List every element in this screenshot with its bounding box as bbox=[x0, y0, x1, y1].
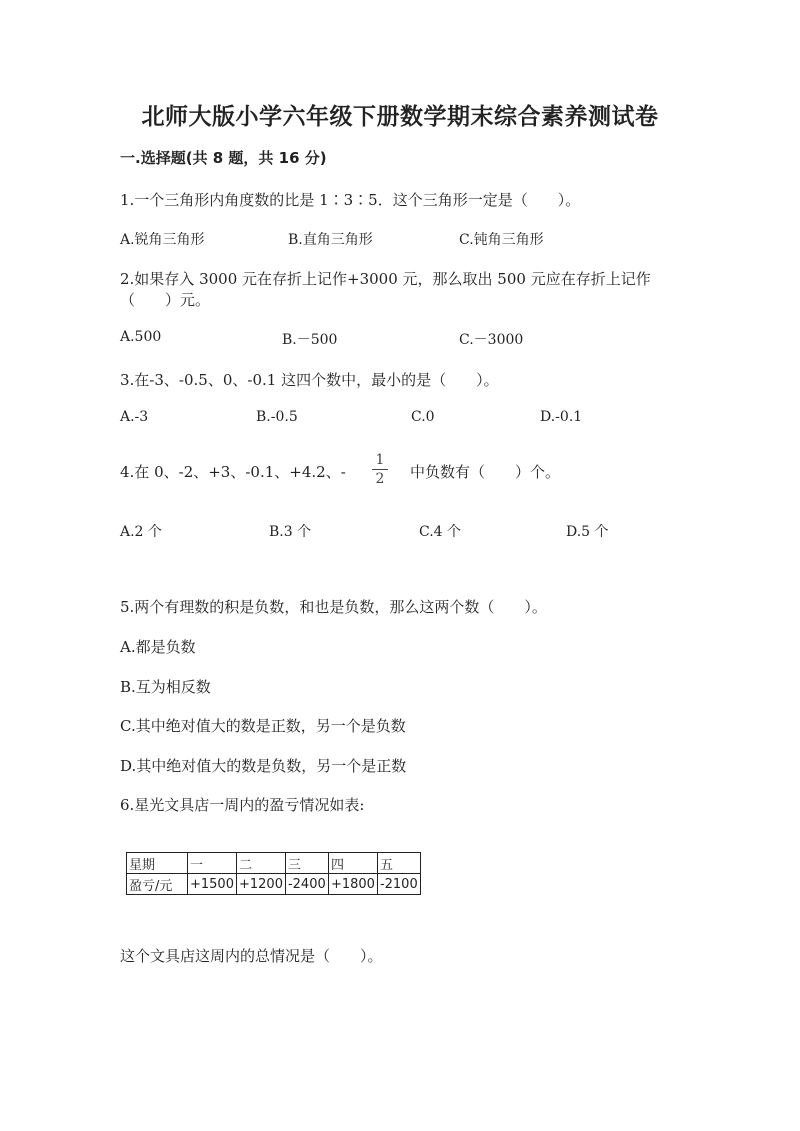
table-cell: +1200 bbox=[236, 874, 285, 895]
q1-option-a: A.锐角三角形 bbox=[120, 232, 205, 248]
table-header-row bbox=[127, 853, 421, 874]
question-6-followup: 这个文具店这周内的总情况是（ ）。 bbox=[120, 947, 383, 965]
question-5: 5.两个有理数的积是负数，和也是负数，那么这两个数（ ）。 bbox=[120, 598, 547, 616]
q1-option-c: C.钝角三角形 bbox=[459, 232, 544, 248]
q5-option-d: D.其中绝对值大的数是负数，另一个是正数 bbox=[120, 757, 407, 775]
table-cell: 三 bbox=[285, 853, 328, 874]
q4-option-a: A.2 个 bbox=[120, 524, 162, 540]
table-cell: 二 bbox=[236, 853, 285, 874]
page-title: 北师大版小学六年级下册数学期末综合素养测试卷 bbox=[141, 104, 659, 130]
question-4-text-after: 中负数有（ ）个。 bbox=[410, 463, 561, 481]
q2-option-b: B.－500 bbox=[282, 332, 338, 348]
q4-option-c: C.4 个 bbox=[419, 524, 462, 540]
question-3: 3.在-3、-0.5、0、-0.1 这四个数中，最小的是（ ）。 bbox=[120, 371, 499, 389]
question-1: 1.一个三角形内角度数的比是 1∶3∶5．这个三角形一定是（ ）。 bbox=[120, 191, 581, 209]
profit-loss-table bbox=[126, 852, 421, 895]
fraction-numerator: 1 bbox=[375, 452, 385, 468]
q1-option-b: B.直角三角形 bbox=[288, 232, 373, 248]
q5-option-c: C.其中绝对值大的数是正数，另一个是负数 bbox=[120, 717, 406, 735]
q3-option-c: C.0 bbox=[411, 409, 435, 425]
q3-option-b: B.-0.5 bbox=[256, 409, 298, 425]
table-cell: -2400 bbox=[285, 874, 328, 895]
table-cell: 星期 bbox=[127, 853, 188, 874]
q5-option-a: A.都是负数 bbox=[120, 638, 196, 656]
fraction-one-half bbox=[372, 452, 388, 487]
question-2-line-1: 2.如果存入 3000 元在存折上记作+3000 元，那么取出 500 元应在存折上记作 bbox=[120, 270, 651, 288]
section-heading: 一.选择题(共 8 题，共 16 分) bbox=[120, 149, 327, 167]
question-6: 6.星光文具店一周内的盈亏情况如表: bbox=[120, 796, 365, 814]
q3-option-a: A.-3 bbox=[120, 409, 149, 425]
q5-option-b: B.互为相反数 bbox=[120, 678, 211, 696]
fraction-denominator: 2 bbox=[375, 471, 385, 487]
fraction-bar bbox=[372, 469, 388, 470]
q3-option-d: D.-0.1 bbox=[540, 409, 583, 425]
q2-option-c: C.－3000 bbox=[459, 332, 524, 348]
table-cell: 四 bbox=[328, 853, 377, 874]
table-row bbox=[127, 874, 421, 895]
question-4-text: 4.在 0、-2、+3、-0.1、+4.2、- bbox=[120, 463, 346, 481]
table-cell: 盈亏/元 bbox=[127, 874, 188, 895]
table-cell: 五 bbox=[377, 853, 420, 874]
table-cell: +1500 bbox=[188, 874, 237, 895]
question-2-line-2: （ ）元。 bbox=[120, 291, 211, 309]
table-cell: +1800 bbox=[328, 874, 377, 895]
table-cell: -2100 bbox=[377, 874, 420, 895]
q4-option-d: D.5 个 bbox=[566, 524, 609, 540]
q4-option-b: B.3 个 bbox=[269, 524, 312, 540]
table-cell: 一 bbox=[188, 853, 237, 874]
q2-option-a: A.500 bbox=[120, 329, 162, 345]
